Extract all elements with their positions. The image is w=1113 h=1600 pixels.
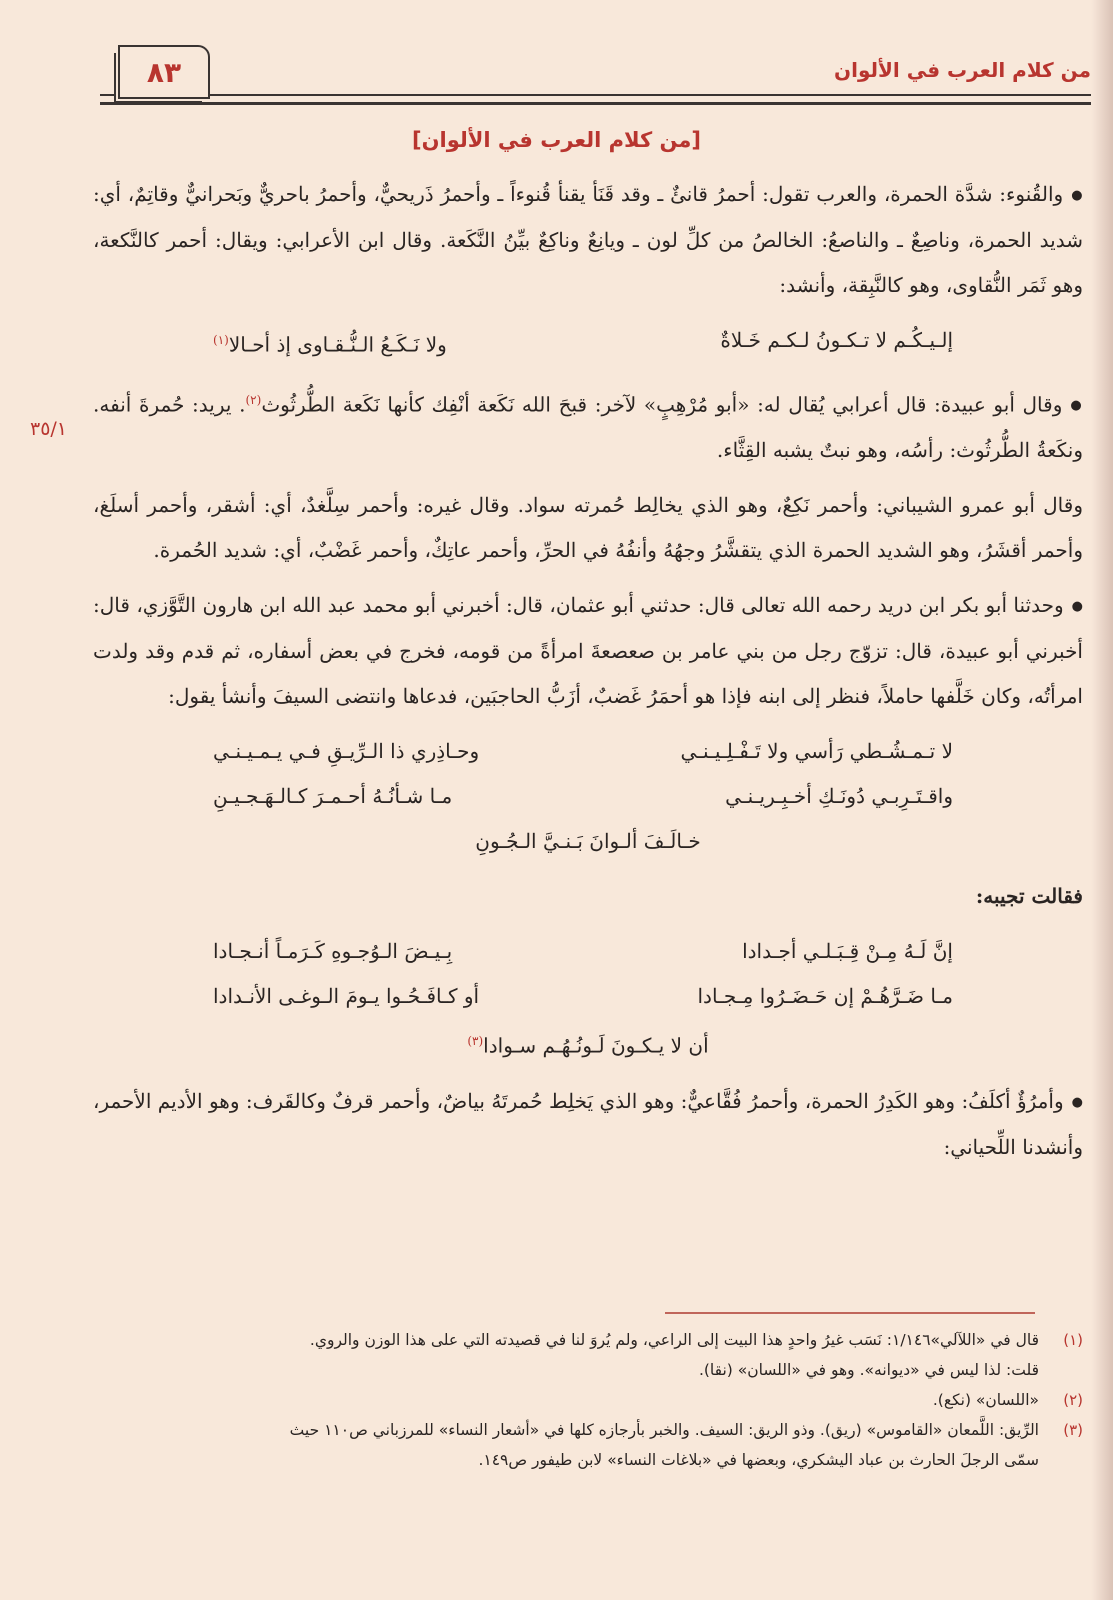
footnote-number: (٣) (1063, 1421, 1083, 1439)
hemistich-left: وحـاذِري ذا الـرِّيـقِ فـي يـمـيـنـي (213, 739, 480, 764)
reply-intro: فقالت تجيبه: (975, 884, 1083, 909)
footnote-line: قال في «اللآلي»١/١٤٦: نَسَب غيرُ واحدٍ هذا البيت إلى الراعي، ولم يُروَ لنا في قصيدته التي على هذا الوزن والروي. (309, 1331, 1039, 1349)
hemistich-right: مـا ضَـرَّهُـمْ إن حَـضَـرُوا مِـجـادا (697, 984, 953, 1009)
verse-line (93, 318, 1083, 368)
hemistich-single-text: أن لا يـكـونَ لَـونُـهُـم سـوادا (483, 1033, 709, 1058)
verse-line (93, 929, 1083, 974)
paragraph-3: وقال أبو عمرو الشيباني: وأحمر نَكِعٌ، وهو الذي يخالِط حُمرته سواد. وقال غيره: وأحمر سِلَّغدٌ، أي: أشقر، وأحمر أسلَغ، وأحمر أقشَرُ، وهو الشديد الحمرة الذي يتقشَّرُ وجهُهُ وأنفُهُ في الحرِّ، وأحمر عاتِكٌ، وأحمر غَضْبٌ، أي: شديد الحُمرة. (93, 493, 1083, 563)
footnote-body (83, 1415, 1039, 1475)
verse-line (93, 974, 1083, 1019)
running-head: من كلام العرب في الألوان (834, 58, 1091, 82)
header-rule (100, 94, 1091, 105)
footnote-body (83, 1385, 1039, 1415)
paragraph-4: ● وحدثنا أبو بكر ابن دريد رحمه الله تعالى قال: حدثني أبو عثمان، قال: أخبرني أبو محمد عبد الله ابن هارون التَّوَّزي، قال: أخبرني أبو عبيدة، قال: تزوّج رجل من بني عامر بن صعصعةَ امرأةً من قومه، فخرج في بعض أسفاره، ثم قدم وقد ولدت امرأتُه، وكان خَلَّفها حاملاً، فنظر إلى ابنه فإذا هو أحمَرُ غَضبٌ، أزَبُّ الحاجبَين، فدعاها وانتضى السيفَ وأنشأ يقول: (93, 583, 1083, 719)
footnote-line: الرِّيق: اللَّمعان «القاموس» (ريق). وذو الريق: السيف. والخبر بأرجازه كلها في «أشعار النساء» للمرزباني ص١١٠ حيث (289, 1421, 1039, 1439)
footnote-number: (٢) (1063, 1391, 1083, 1409)
hemistich-right: لا تـمـشُـطي رَأسي ولا تَـفْـلِـيـنـي (680, 739, 953, 764)
footnote-divider (665, 1312, 1035, 1314)
hemistich-left: مـا شـأنُـهُ أحـمـرَ كـالـهَـجـيـنِ (213, 784, 453, 809)
hemistich-right: واقـتَـرِبـي دُونَـكِ أخـبِـريـنـي (725, 784, 953, 809)
footnote-1 (83, 1325, 1083, 1385)
verse-line-single (93, 819, 1083, 864)
paragraph-5: ● وأمرُؤٌ أكلَفُ: وهو الكَدِرُ الحمرة، وأحمرُ فُقَّاعيٌّ: وهو الذي يَخلِط حُمرتَهُ بياضٌ، وأحمر قرفٌ وكالقَرف: وهو الأديم الأحمر، وأنشدنا اللِّحياني: (93, 1079, 1083, 1170)
paragraph-1: ● والقُنوء: شدَّة الحمرة، والعرب تقول: أحمرُ قانئٌ ـ وقد قَنَأ يقنأ قُنوءاً ـ وأحمرُ ذَريحيٌّ، وأحمرُ باحريٌّ وبَحرانيٌّ وقاتِمٌ، أي: شديد الحمرة، وناصِعٌ ـ والناصعُ: الخالصُ من كلِّ لون ـ ويانِعٌ وناكِعٌ بيِّنُ النَّكَعة. وقال ابن الأعرابي: ويقال: أحمر كالنَّكعة، وهو ثَمَر النُّقاوى، وهو كالنَّبِقة، وأنشد: (93, 172, 1083, 308)
footnote-number: (١) (1063, 1331, 1083, 1349)
hemistich-left-text: ولا نَـكَـعُ الـنُّـقـاوى إذ أحـالا (228, 332, 447, 357)
page-edge-shadow (1091, 0, 1113, 1600)
footnote-body (83, 1325, 1039, 1385)
footnotes (83, 1325, 1083, 1475)
paragraph-2 (93, 378, 1083, 474)
page-number-box (118, 45, 210, 99)
paragraph-2-text: وقال أبو عبيدة: قال أعرابي يُقال له: «أبو مُرْهِبٍ» لآخر: قبحَ الله نَكَعة أنْفِك كأنها نَكَعة الطُّرثُوث (261, 392, 1063, 417)
main-text (93, 172, 1083, 1180)
hemistich-left: أو كـافَـحُـوا يـومَ الـوغـى الأنـدادا (213, 984, 480, 1009)
hemistich-single (467, 1019, 708, 1069)
hemistich-single: خـالَـفَ ألـوانَ بَـنـيَّ الـجُـونِ (475, 829, 701, 854)
page-number: ٨٣ (146, 55, 182, 89)
hemistich-left: بِـيـضَ الـوُجـوهِ كَـرَمـاً أنـجـادا (213, 939, 453, 964)
margin-reference: ٣٥/١ (30, 418, 68, 440)
footnote-ref[interactable]: (١) (213, 333, 229, 347)
section-title: [من كلام العرب في الألوان] (412, 128, 701, 152)
footnote-line: «اللسان» (نكع). (932, 1391, 1039, 1409)
footnote-ref[interactable]: (٣) (467, 1034, 484, 1049)
hemistich-right: إلـيـكُـم لا تـكـونُ لـكـم خَـلاةٌ (720, 328, 953, 352)
footnote-line: سمّى الرجلَ الحارث بن عباد اليشكري، وبعضها في «بلاغات النساء» لابن طيفور ص١٤٩. (478, 1451, 1039, 1469)
hemistich-left (213, 318, 447, 368)
footnote-3 (83, 1415, 1083, 1475)
footnote-line: قلت: لذا ليس في «ديوانه». وهو في «اللسان» (نقا). (698, 1361, 1039, 1379)
verse-line (93, 774, 1083, 819)
footnote-ref[interactable]: (٢) (245, 392, 262, 407)
hemistich-right: إنَّ لَـهُ مِـنْ قِـبَـلـي أجـدادا (742, 939, 953, 964)
verse-line (93, 729, 1083, 774)
footnote-2 (83, 1385, 1083, 1415)
verse-line-single (93, 1019, 1083, 1069)
paragraph-2-cont: . يريد: حُمرةَ أنفه. ونكَعةُ الطُّرثُوث: رأسُه، وهو نبتٌ يشبه القِثَّاء. (93, 392, 1083, 463)
